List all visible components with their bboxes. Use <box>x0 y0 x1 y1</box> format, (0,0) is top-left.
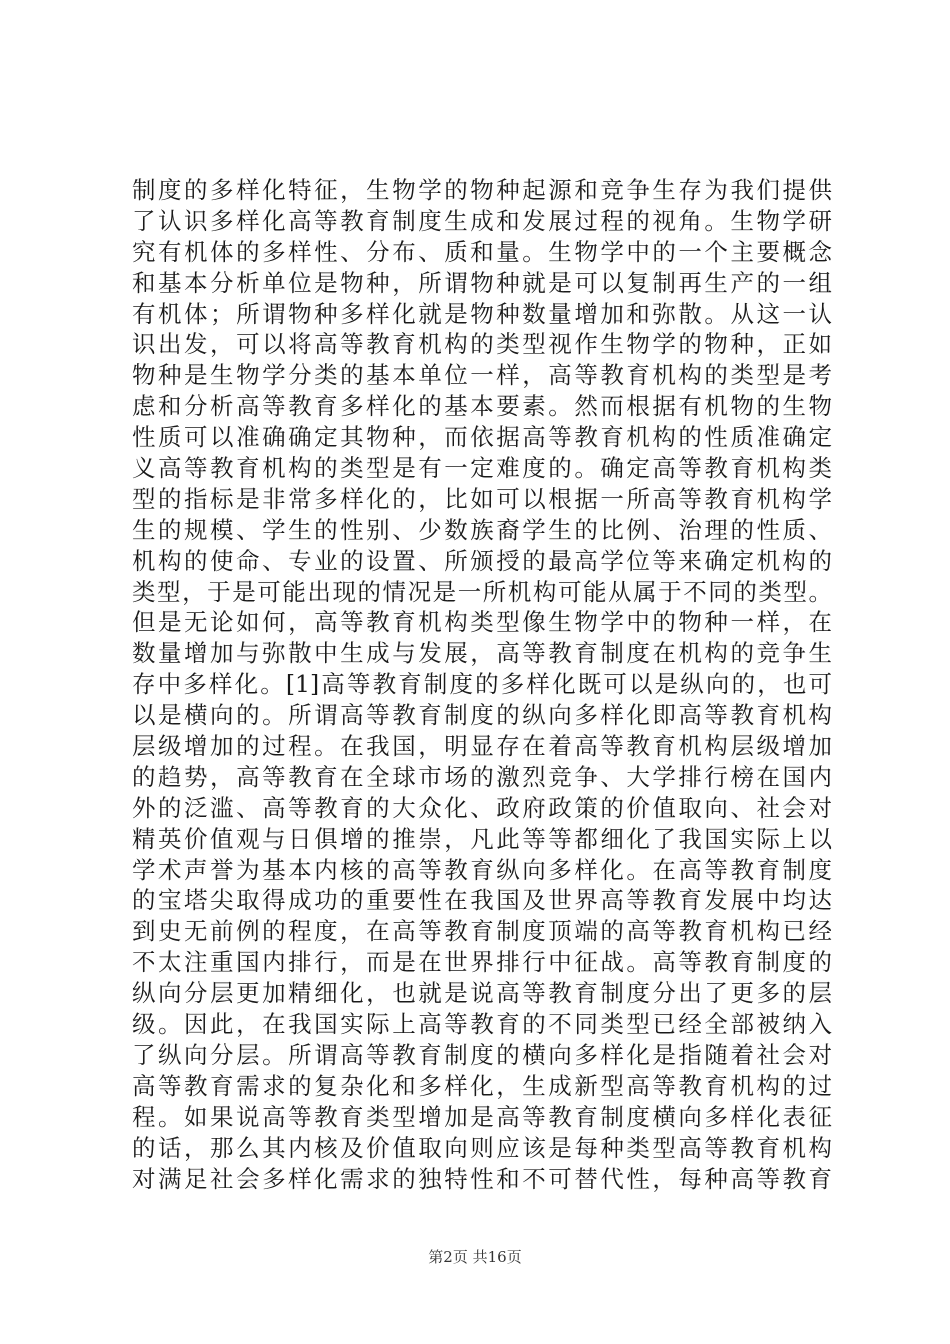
text-line: 级。因此，在我国实际上高等教育的不同类型已经全部被纳入 <box>132 1010 832 1039</box>
text-line: 精英价值观与日俱增的推崇，凡此等等都细化了我国实际上以 <box>132 824 832 853</box>
text-line: 制度的多样化特征，生物学的物种起源和竞争生存为我们提供 <box>132 176 832 204</box>
text-line: 有机体；所谓物种多样化就是物种数量增加和弥散。从这一认 <box>132 299 832 328</box>
text-line: 生的规模、学生的性别、少数族裔学生的比例、治理的性质、 <box>132 515 832 544</box>
text-line: 了认识多样化高等教育制度生成和发展过程的视角。生物学研 <box>132 206 832 235</box>
text-line: 了纵向分层。所谓高等教育制度的横向多样化是指随着社会对 <box>132 1040 832 1069</box>
text-line: 机构的使命、专业的设置、所颁授的最高学位等来确定机构的 <box>132 546 832 575</box>
text-line: 物种是生物学分类的基本单位一样，高等教育机构的类型是考 <box>132 361 832 390</box>
text-line: 但是无论如何，高等教育机构类型像生物学中的物种一样，在 <box>132 608 832 637</box>
text-line: 虑和分析高等教育多样化的基本要素。然而根据有机物的生物 <box>132 392 832 421</box>
text-line: 以是横向的。所谓高等教育制度的纵向多样化即高等教育机构 <box>132 701 832 730</box>
text-line: 层级增加的过程。在我国，明显存在着高等教育机构层级增加 <box>132 732 832 761</box>
text-line: 类型，于是可能出现的情况是一所机构可能从属于不同的类型。 <box>132 577 832 606</box>
text-line: 程。如果说高等教育类型增加是高等教育制度横向多样化表征 <box>132 1102 832 1131</box>
text-line: 高等教育需求的复杂化和多样化，生成新型高等教育机构的过 <box>132 1071 832 1100</box>
text-line: 到史无前例的程度，在高等教育制度顶端的高等教育机构已经 <box>132 917 832 946</box>
text-line: 对满足社会多样化需求的独特性和不可替代性，每种高等教育 <box>132 1164 832 1193</box>
text-line: 纵向分层更加精细化，也就是说高等教育制度分出了更多的层 <box>132 979 832 1008</box>
text-line: 究有机体的多样性、分布、质和量。生物学中的一个主要概念 <box>132 237 832 266</box>
text-line: 存中多样化。[1]高等教育制度的多样化既可以是纵向的，也可 <box>132 670 832 699</box>
text-line: 型的指标是非常多样化的，比如可以根据一所高等教育机构学 <box>132 484 832 513</box>
text-line: 的趋势，高等教育在全球市场的激烈竞争、大学排行榜在国内 <box>132 762 832 791</box>
text-line: 不太注重国内排行，而是在世界排行中征战。高等教育制度的 <box>132 948 832 977</box>
text-line: 的宝塔尖取得成功的重要性在我国及世界高等教育发展中均达 <box>132 886 832 915</box>
text-line: 的话，那么其内核及价值取向则应该是每种类型高等教育机构 <box>132 1133 832 1162</box>
text-line: 学术声誉为基本内核的高等教育纵向多样化。在高等教育制度 <box>132 855 832 884</box>
text-line: 义高等教育机构的类型是有一定难度的。确定高等教育机构类 <box>132 454 832 483</box>
text-line: 外的泛滥、高等教育的大众化、政府政策的价值取向、社会对 <box>132 793 832 822</box>
page-number-footer: 第2页 共16页 <box>428 1248 522 1266</box>
text-line: 和基本分析单位是物种，所谓物种就是可以复制再生产的一组 <box>132 268 832 297</box>
text-line: 识出发，可以将高等教育机构的类型视作生物学的物种，正如 <box>132 330 832 359</box>
text-line: 性质可以准确确定其物种，而依据高等教育机构的性质准确定 <box>132 423 832 452</box>
text-line: 数量增加与弥散中生成与发展，高等教育制度在机构的竞争生 <box>132 639 832 668</box>
body-paragraph <box>132 175 832 1194</box>
